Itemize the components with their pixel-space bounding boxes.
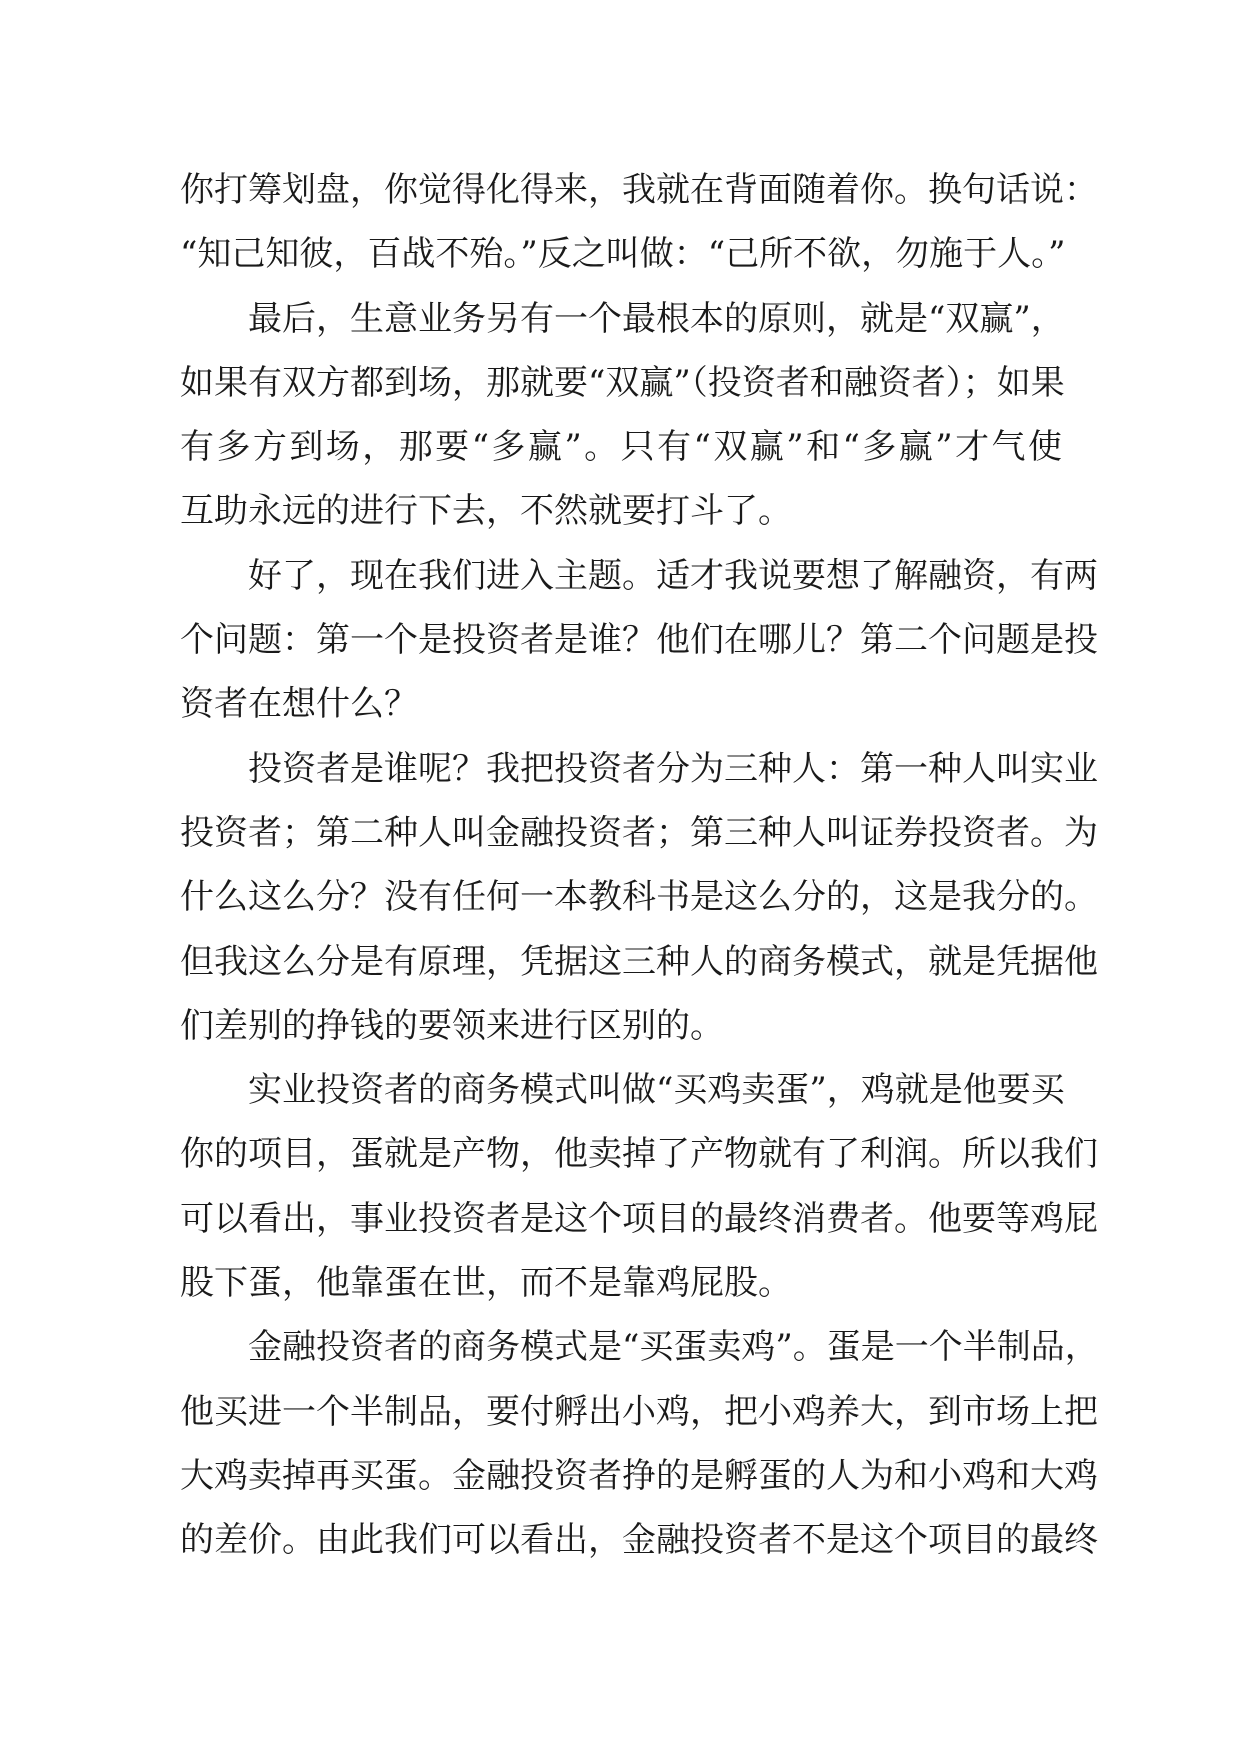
text-line: 金融投资者的商务模式是“买蛋卖鸡”。蛋是一个半制品， [248, 1327, 1099, 1368]
paragraph [180, 287, 1065, 544]
text-line: 可以看出，事业投资者是这个项目的最终消费者。他要等鸡屁 [180, 1198, 1098, 1239]
text-line: 资者在想什么？ [180, 684, 418, 725]
text-line: 最后，生意业务另有一个最根本的原则，就是“双赢”， [248, 298, 1065, 339]
text-line: 股下蛋，他靠蛋在世，而不是靠鸡屁股。 [180, 1263, 792, 1304]
text-line: 他买进一个半制品，要付孵出小鸡，把小鸡养大，到市场上把 [180, 1391, 1098, 1432]
text-line: 个问题：第一个是投资者是谁？他们在哪儿？第二个问题是投 [180, 620, 1098, 661]
text-line: 如果有双方都到场，那就要“双赢”（投资者和融资者）；如果 [180, 362, 1065, 403]
paragraph [180, 544, 1098, 737]
document-body [180, 158, 1099, 1573]
paragraph [180, 158, 1098, 287]
text-line: 互助永远的进行下去，不然就要打斗了。 [180, 491, 792, 532]
text-line: “知己知彼，百战不殆。”反之叫做：“己所不欲，勿施于人。” [180, 234, 1066, 275]
text-line: 投资者；第二种人叫金融投资者；第三种人叫证券投资者。为 [180, 812, 1098, 853]
text-line: 实业投资者的商务模式叫做“买鸡卖蛋”，鸡就是他要买 [248, 1070, 1065, 1111]
text-line: 但我这么分是有原理，凭据这三种人的商务模式，就是凭据他 [180, 941, 1098, 982]
paragraph [180, 1315, 1099, 1572]
text-line: 好了，现在我们进入主题。适才我说要想了解融资，有两 [248, 555, 1098, 596]
text-line: 的差价。由此我们可以看出，金融投资者不是这个项目的最终 [180, 1520, 1098, 1561]
text-line: 投资者是谁呢？我把投资者分为三种人：第一种人叫实业 [248, 748, 1098, 789]
paragraph [180, 1058, 1098, 1315]
text-line: 你的项目，蛋就是产物，他卖掉了产物就有了利润。所以我们 [180, 1134, 1098, 1175]
text-line: 大鸡卖掉再买蛋。金融投资者挣的是孵蛋的人为和小鸡和大鸡 [180, 1455, 1098, 1496]
text-line: 你打筹划盘，你觉得化得来，我就在背面随着你。换句话说： [180, 170, 1098, 210]
text-line: 什么这么分？没有任何一本教科书是这么分的，这是我分的。 [180, 877, 1098, 918]
text-line: 们差别的挣钱的要领来进行区别的。 [180, 1005, 724, 1046]
paragraph [180, 737, 1098, 1058]
text-line: 有多方到场，那要“多赢”。只有“双赢”和“多赢”才气使 [180, 427, 1062, 468]
